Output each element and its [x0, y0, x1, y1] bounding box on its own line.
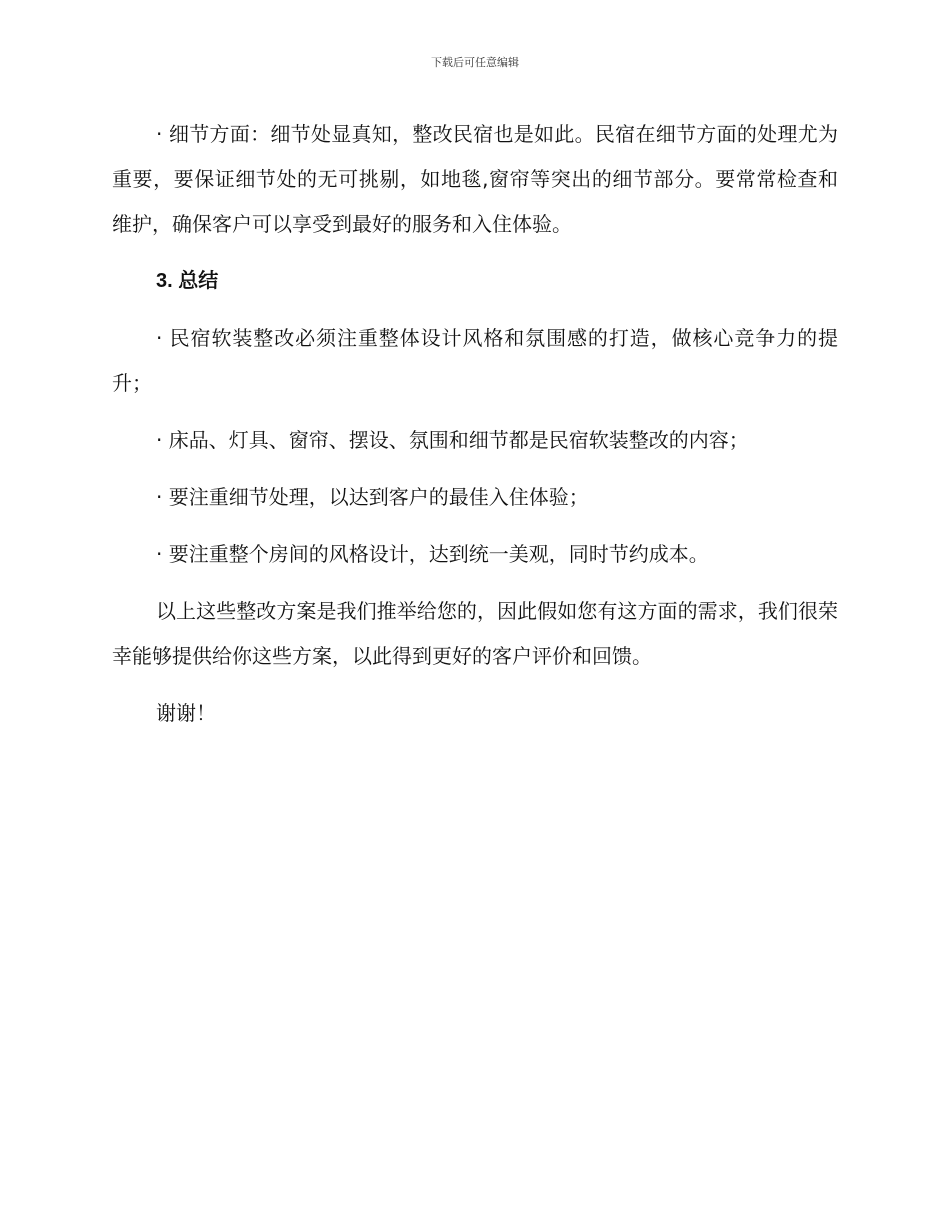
- summary-item-3: · 要注重细节处理，以达到客户的最佳入住体验；: [156, 485, 589, 509]
- thanks-text: 谢谢！: [156, 701, 216, 725]
- summary-item-4: · 要注重整个房间的风格设计，达到统一美观，同时节约成本。: [156, 542, 709, 566]
- detail-paragraph: · 细节方面：细节处显真知，整改民宿也是如此。民宿在细节方面的处理尤为重要，要保证细节处的无可挑剔，如地毯,窗帘等突出的细节部分。要常常检查和维护，确保客户可以享受到最好的服务和入住体验。: [112, 122, 838, 236]
- page-header: 下载后可任意编辑: [431, 56, 519, 69]
- closing-paragraph: 以上这些整改方案是我们推举给您的，因此假如您有这方面的需求，我们很荣幸能够提供给你这些方案，以此得到更好的客户评价和回馈。: [112, 599, 838, 668]
- summary-heading: 3. 总结: [156, 270, 219, 292]
- summary-item-2: · 床品、灯具、窗帘、摆设、氛围和细节都是民宿软装整改的内容；: [156, 428, 749, 452]
- document-body: [112, 112, 838, 748]
- summary-item-1: · 民宿软装整改必须注重整体设计风格和氛围感的打造，做核心竞争力的提升；: [112, 326, 838, 395]
